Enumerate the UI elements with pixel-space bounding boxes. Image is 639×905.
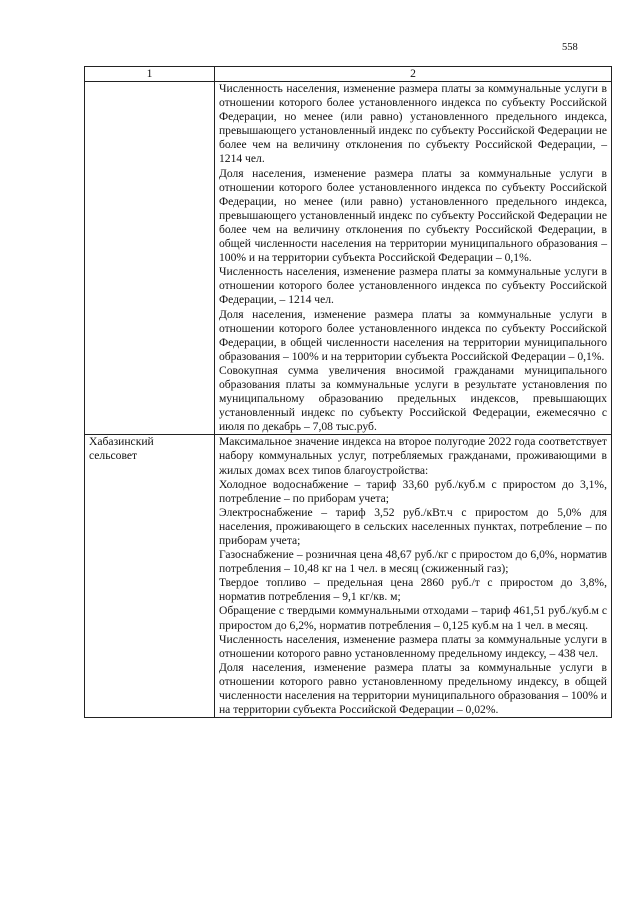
table-row [85,435,612,718]
paragraph: Совокупная сумма увеличения вносимой гражданами муниципального образования платы за коммунальные услуги в результате установления по муниципальному образованию предельных индексов, превышающих установленный индекс по субъекту Российской Федерации, ежемесячно с июля по декабрь – 7,08 тыс.руб. [218,363,607,434]
paragraph: Численность населения, изменение размера платы за коммунальные услуги в отношении которого равно установленному предельному индексу, – 438 чел. [218,632,607,660]
paragraph: Твердое топливо – предельная цена 2860 руб./т с приростом до 3,8%, норматив потребления – 9,1 кг/кв. м; [218,576,607,604]
indicator-cell [214,82,611,435]
paragraph: Обращение с твердыми коммунальными отходами – тариф 461,51 руб./куб.м с приростом до 6,2%, норматив потребления – 0,125 куб.м на 1 чел. в месяц. [218,604,607,632]
paragraph: Доля населения, изменение размера платы за коммунальные услуги в отношении которого равно установленному предельному индексу, в общей численности населения на территории муниципального образования – 100% и на территории субъекта Российской Федерации – 0,02%. [218,660,607,717]
paragraph: Численность населения, изменение размера платы за коммунальные услуги в отношении которого более установленного индекса по субъекту Российской Федерации, – 1214 чел. [218,265,607,307]
column-header-2: 2 [214,67,611,82]
paragraph: Численность населения, изменение размера платы за коммунальные услуги в отношении которого более установленного индекса по субъекту Российской Федерации, но менее (или равно) установленного предельного индекса, превышающего установленный индекс по субъекту Российской Федерации не более чем на величину отклонения по субъекту Российской Федерации, – 1214 чел. [218,82,607,166]
region-name-line-2: сельсовет [89,449,138,463]
indicator-cell [214,435,611,718]
paragraph: Электроснабжение – тариф 3,52 руб./кВт.ч с приростом до 5,0% для населения, проживающего в сельских населенных пунктах, потребление – по приборам учета; [218,505,607,547]
region-cell [85,435,215,718]
table-row [85,82,612,435]
paragraph: Газоснабжение – розничная цена 48,67 руб./кг с приростом до 6,0%, норматив потребления – 10,48 кг на 1 чел. в месяц (сжиженный газ); [218,548,607,576]
document-table [84,66,612,718]
paragraph: Доля населения, изменение размера платы за коммунальные услуги в отношении которого более установленного индекса по субъекту Российской Федерации, в общей численности населения на территории муниципального образования – 100% и на территории субъекта Российской Федерации – 0,1%. [218,307,607,363]
table-header-row [85,67,612,82]
region-name-line-1: Хабазинский [89,435,154,449]
region-cell-empty [85,82,215,435]
page-number: 558 [562,42,578,53]
paragraph: Максимальное значение индекса на второе полугодие 2022 года соответствует набору коммунальных услуг, потребляемых гражданами, проживающими в жилых домах всех типов благоустройства: [218,435,607,477]
paragraph: Доля населения, изменение размера платы за коммунальные услуги в отношении которого более установленного индекса по субъекту Российской Федерации, но менее (или равно) установленного предельного индекса, превышающего установленный индекс по субъекту Российской Федерации не более чем на величину отклонения по субъекту Российской Федерации, в общей численности населения на территории муниципального образования – 100% и на территории субъекта Российской Федерации – 0,1%. [218,166,607,265]
column-header-1: 1 [85,67,215,82]
paragraph: Холодное водоснабжение – тариф 33,60 руб./куб.м с приростом до 3,1%, потребление – по приборам учета; [218,477,607,505]
